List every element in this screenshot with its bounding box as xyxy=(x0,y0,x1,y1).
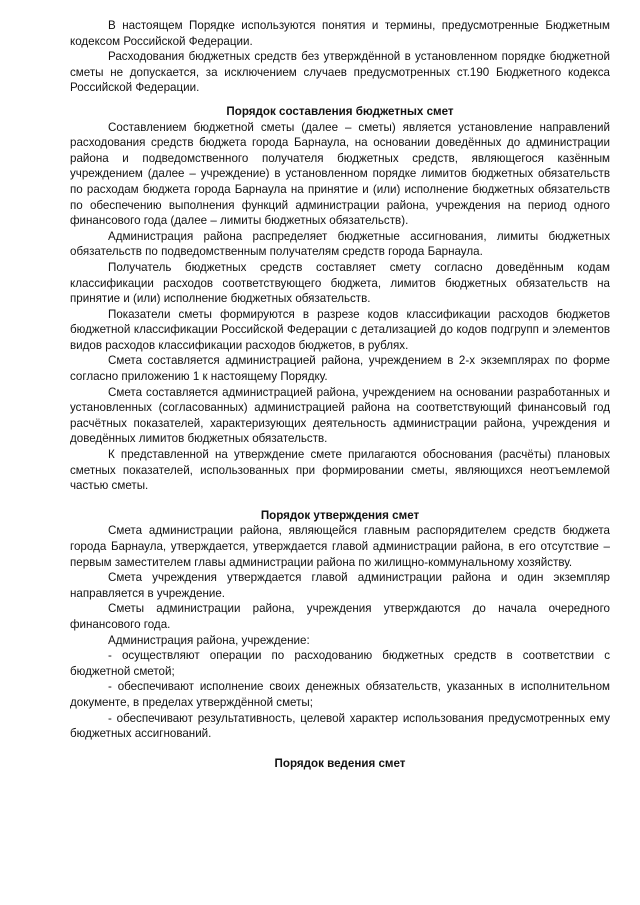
section-title-approval: Порядок утверждения смет xyxy=(260,508,420,522)
section1-paragraph-2: Администрация района распределяет бюджетные ассигнования, лимиты бюджетных обязательств по подведомственным получателям средств города Барнаула. xyxy=(70,229,610,259)
section1-paragraph-3: Получатель бюджетных средств составляет смету согласно доведённым кодам классификации расходов соответствующего бюджета, лимитов бюджетных обязательств на принятие и (или) исполнение бюджетных обязательств. xyxy=(70,260,610,306)
section2-paragraph-1: Смета администрации района, являющейся главным распорядителем средств бюджета города Барнаула, утверждается, утверждается главой администрации района, в его отсутствие – первым заместителем главы администрации района по жилищно-коммунальному хозяйству. xyxy=(70,524,610,569)
section1-paragraph-1: Составлением бюджетной сметы (далее – сметы) является установление направлений расходования средств бюджета города Барнаула, на основании доведённых до администрации района и подведомственного получателя бюджетных средств, являющегося казённым учреждением (далее – учреждение) в установленном порядке лимитов бюджетных обязательств по расходам бюджета города Барнаула на принятие и (или) исполнение бюджетных обязательств по обеспечению выполнения функций администрации района, учреждения на период одного финансового года (далее – лимиты бюджетных обязательств). xyxy=(70,120,610,228)
section-title-maintenance: Порядок ведения смет xyxy=(274,756,406,770)
section1-paragraph-5: Смета составляется администрацией района, учреждением в 2-х экземплярах по форме согласно приложению 1 к настоящему Порядку. xyxy=(70,354,610,384)
section2-paragraph-3: Сметы администрации района, учреждения утверждаются до начала очередного финансового года. xyxy=(70,602,610,631)
section2-paragraph-2: Смета учреждения утверждается главой администрации района и один экземпляр направляется в учреждение. xyxy=(70,571,610,600)
section1-paragraph-4: Показатели сметы формируются в разрезе кодов классификации расходов бюджетов бюджетной классификации Российской Федерации с детализацией до кодов подгрупп и элементов видов расходов классификации расходов бюджетов, в рублях. xyxy=(70,307,610,352)
section2-list-item-2: - обеспечивают исполнение своих денежных обязательств, указанных в исполнительном документе, в пределах утверждённой сметы; xyxy=(70,680,610,709)
intro-paragraph-1: В настоящем Порядке используются понятия и термины, предусмотренные Бюджетным кодексом Российской Федерации. xyxy=(70,19,610,48)
section2-list-item-3: - обеспечивают результативность, целевой характер использования предусмотренных ему бюджетных ассигнований. xyxy=(70,711,610,741)
section1-paragraph-7: К представленной на утверждение смете прилагаются обоснования (расчёты) плановых сметных показателей, использованных при формировании сметы, являющихся неотъемлемой частью сметы. xyxy=(70,448,610,493)
section-title-compilation: Порядок составления бюджетных смет xyxy=(226,104,454,118)
intro-paragraph-2: Расходования бюджетных средств без утверждённой в установленном порядке бюджетной сметы не допускается, за исключением случаев предусмотренных ст.190 Бюджетного кодекса Российской Федерации. xyxy=(70,50,610,95)
document-page xyxy=(70,18,610,771)
section2-list-item-1: - осуществляют операции по расходованию бюджетных средств в соответствии с бюджетной сметой; xyxy=(70,649,610,678)
section1-paragraph-6: Смета составляется администрацией района, учреждением на основании разработанных и установленных (согласованных) администрацией района на соответствующий финансовый год расчётных показателей, характеризующих деятельность администрации района, учреждения и доведённых лимитов бюджетных обязательств. xyxy=(70,385,610,446)
section2-paragraph-4: Администрация района, учреждение: xyxy=(108,633,310,647)
